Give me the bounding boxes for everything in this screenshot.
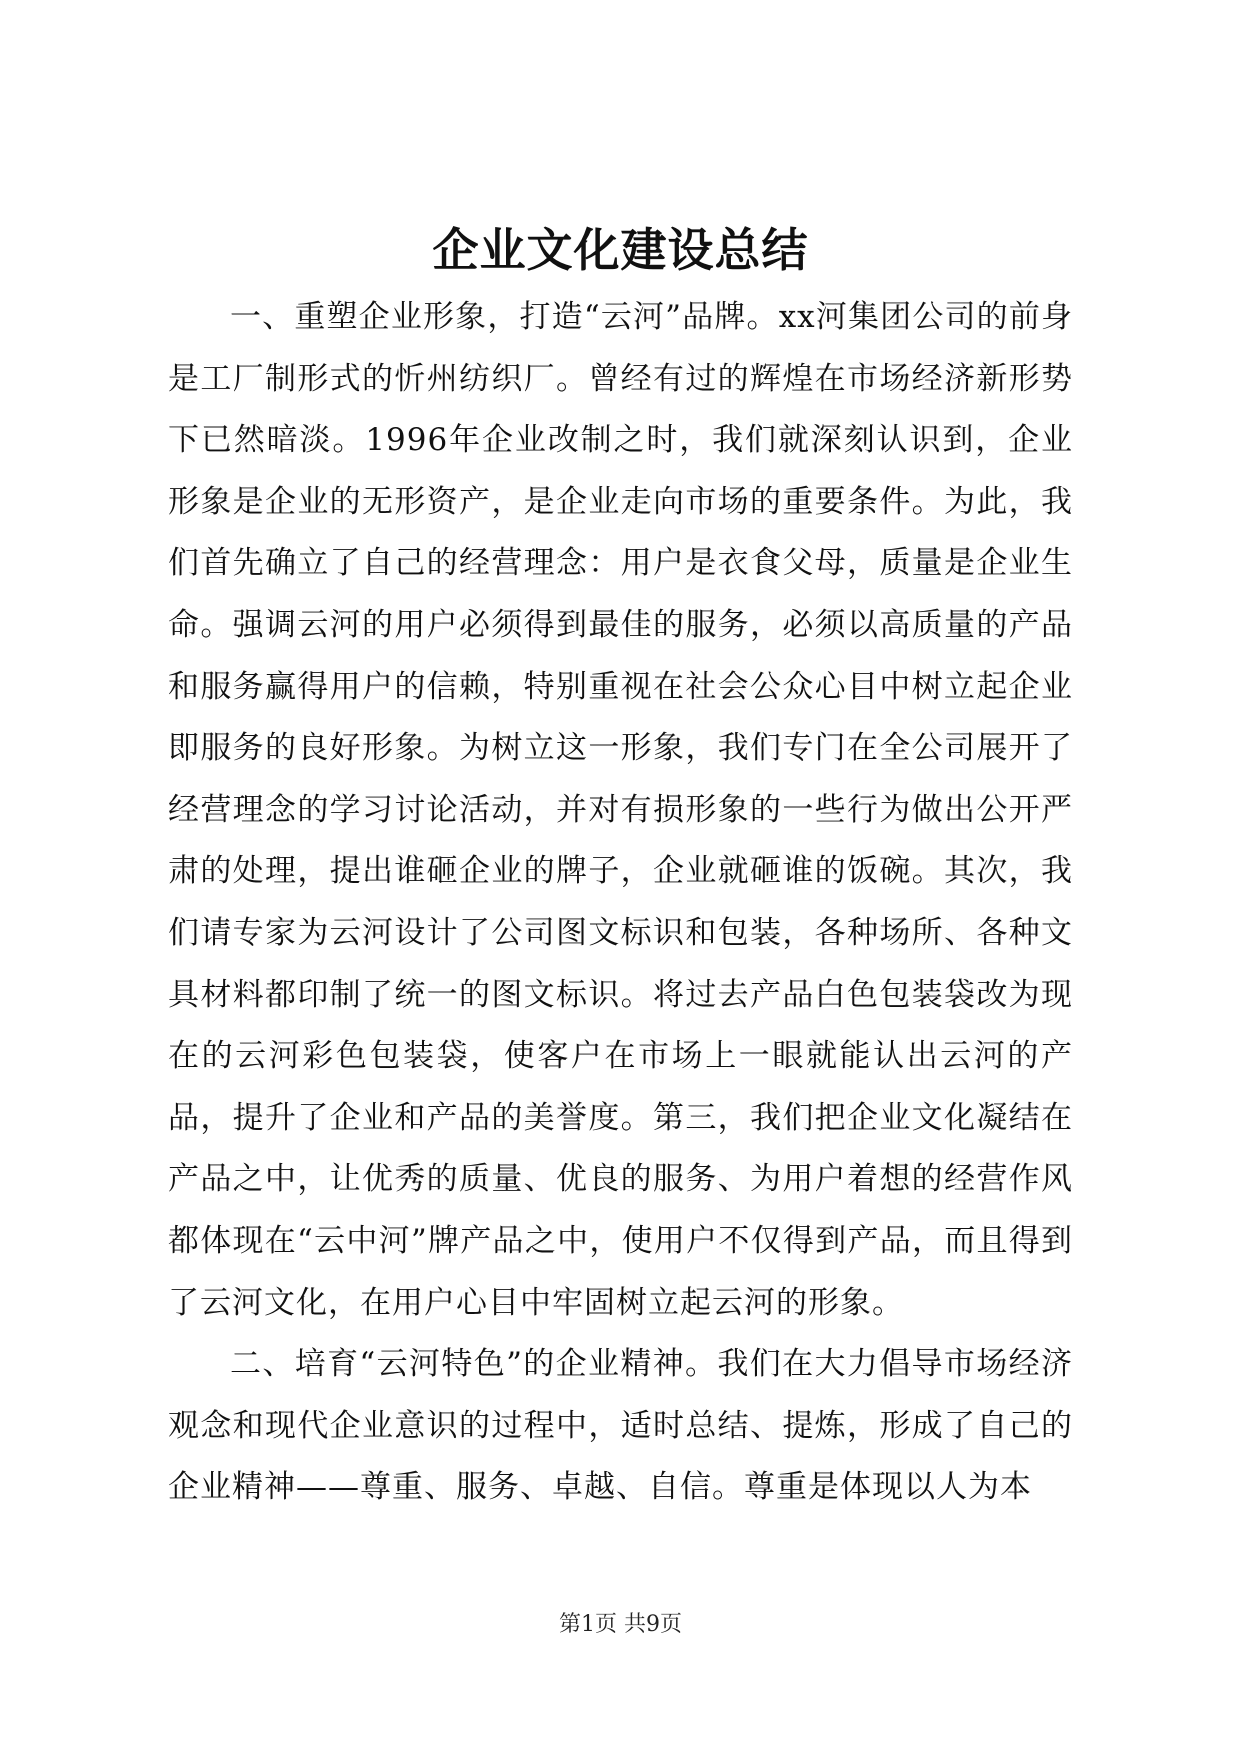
- paragraph-1: 一、重塑企业形象，打造“云河”品牌。xx河集团公司的前身是工厂制形式的忻州纺织厂。曾经有过的辉煌在市场经济新形势下已然暗淡。1996年企业改制之时，我们就深刻认识到，企业形象是企业的无形资产，是企业走向市场的重要条件。为此，我们首先确立了自己的经营理念：用户是衣食父母，质量是企业生命。强调云河的用户必须得到最佳的服务，必须以高质量的产品和服务赢得用户的信赖，特别重视在社会公众心目中树立起企业即服务的良好形象。为树立这一形象，我们专门在全公司展开了经营理念的学习讨论活动，并对有损形象的一些行为做出公开严肃的处理，提出谁砸企业的牌子，企业就砸谁的饭碗。其次，我们请专家为云河设计了公司图文标识和包装，各种场所、各种文具材料都印制了统一的图文标识。将过去产品白色包装袋改为现在的云河彩色包装袋，使客户在市场上一眼就能认出云河的产品，提升了企业和产品的美誉度。第三，我们把企业文化凝结在产品之中，让优秀的质量、优良的服务、为用户着想的经营作风都体现在“云中河”牌产品之中，使用户不仅得到产品，而且得到了云河文化，在用户心目中牢固树立起云河的形象。: [168, 299, 1073, 1321]
- paragraph-2: 二、培育“云河特色”的企业精神。我们在大力倡导市场经济观念和现代企业意识的过程中，适时总结、提炼，形成了自己的企业精神——尊重、服务、卓越、自信。尊重是体现以人为本: [168, 1346, 1073, 1506]
- document-title: 企业文化建设总结: [432, 223, 809, 277]
- document-body: [168, 287, 1073, 1519]
- page-footer: 第1页 共9页: [559, 1612, 682, 1637]
